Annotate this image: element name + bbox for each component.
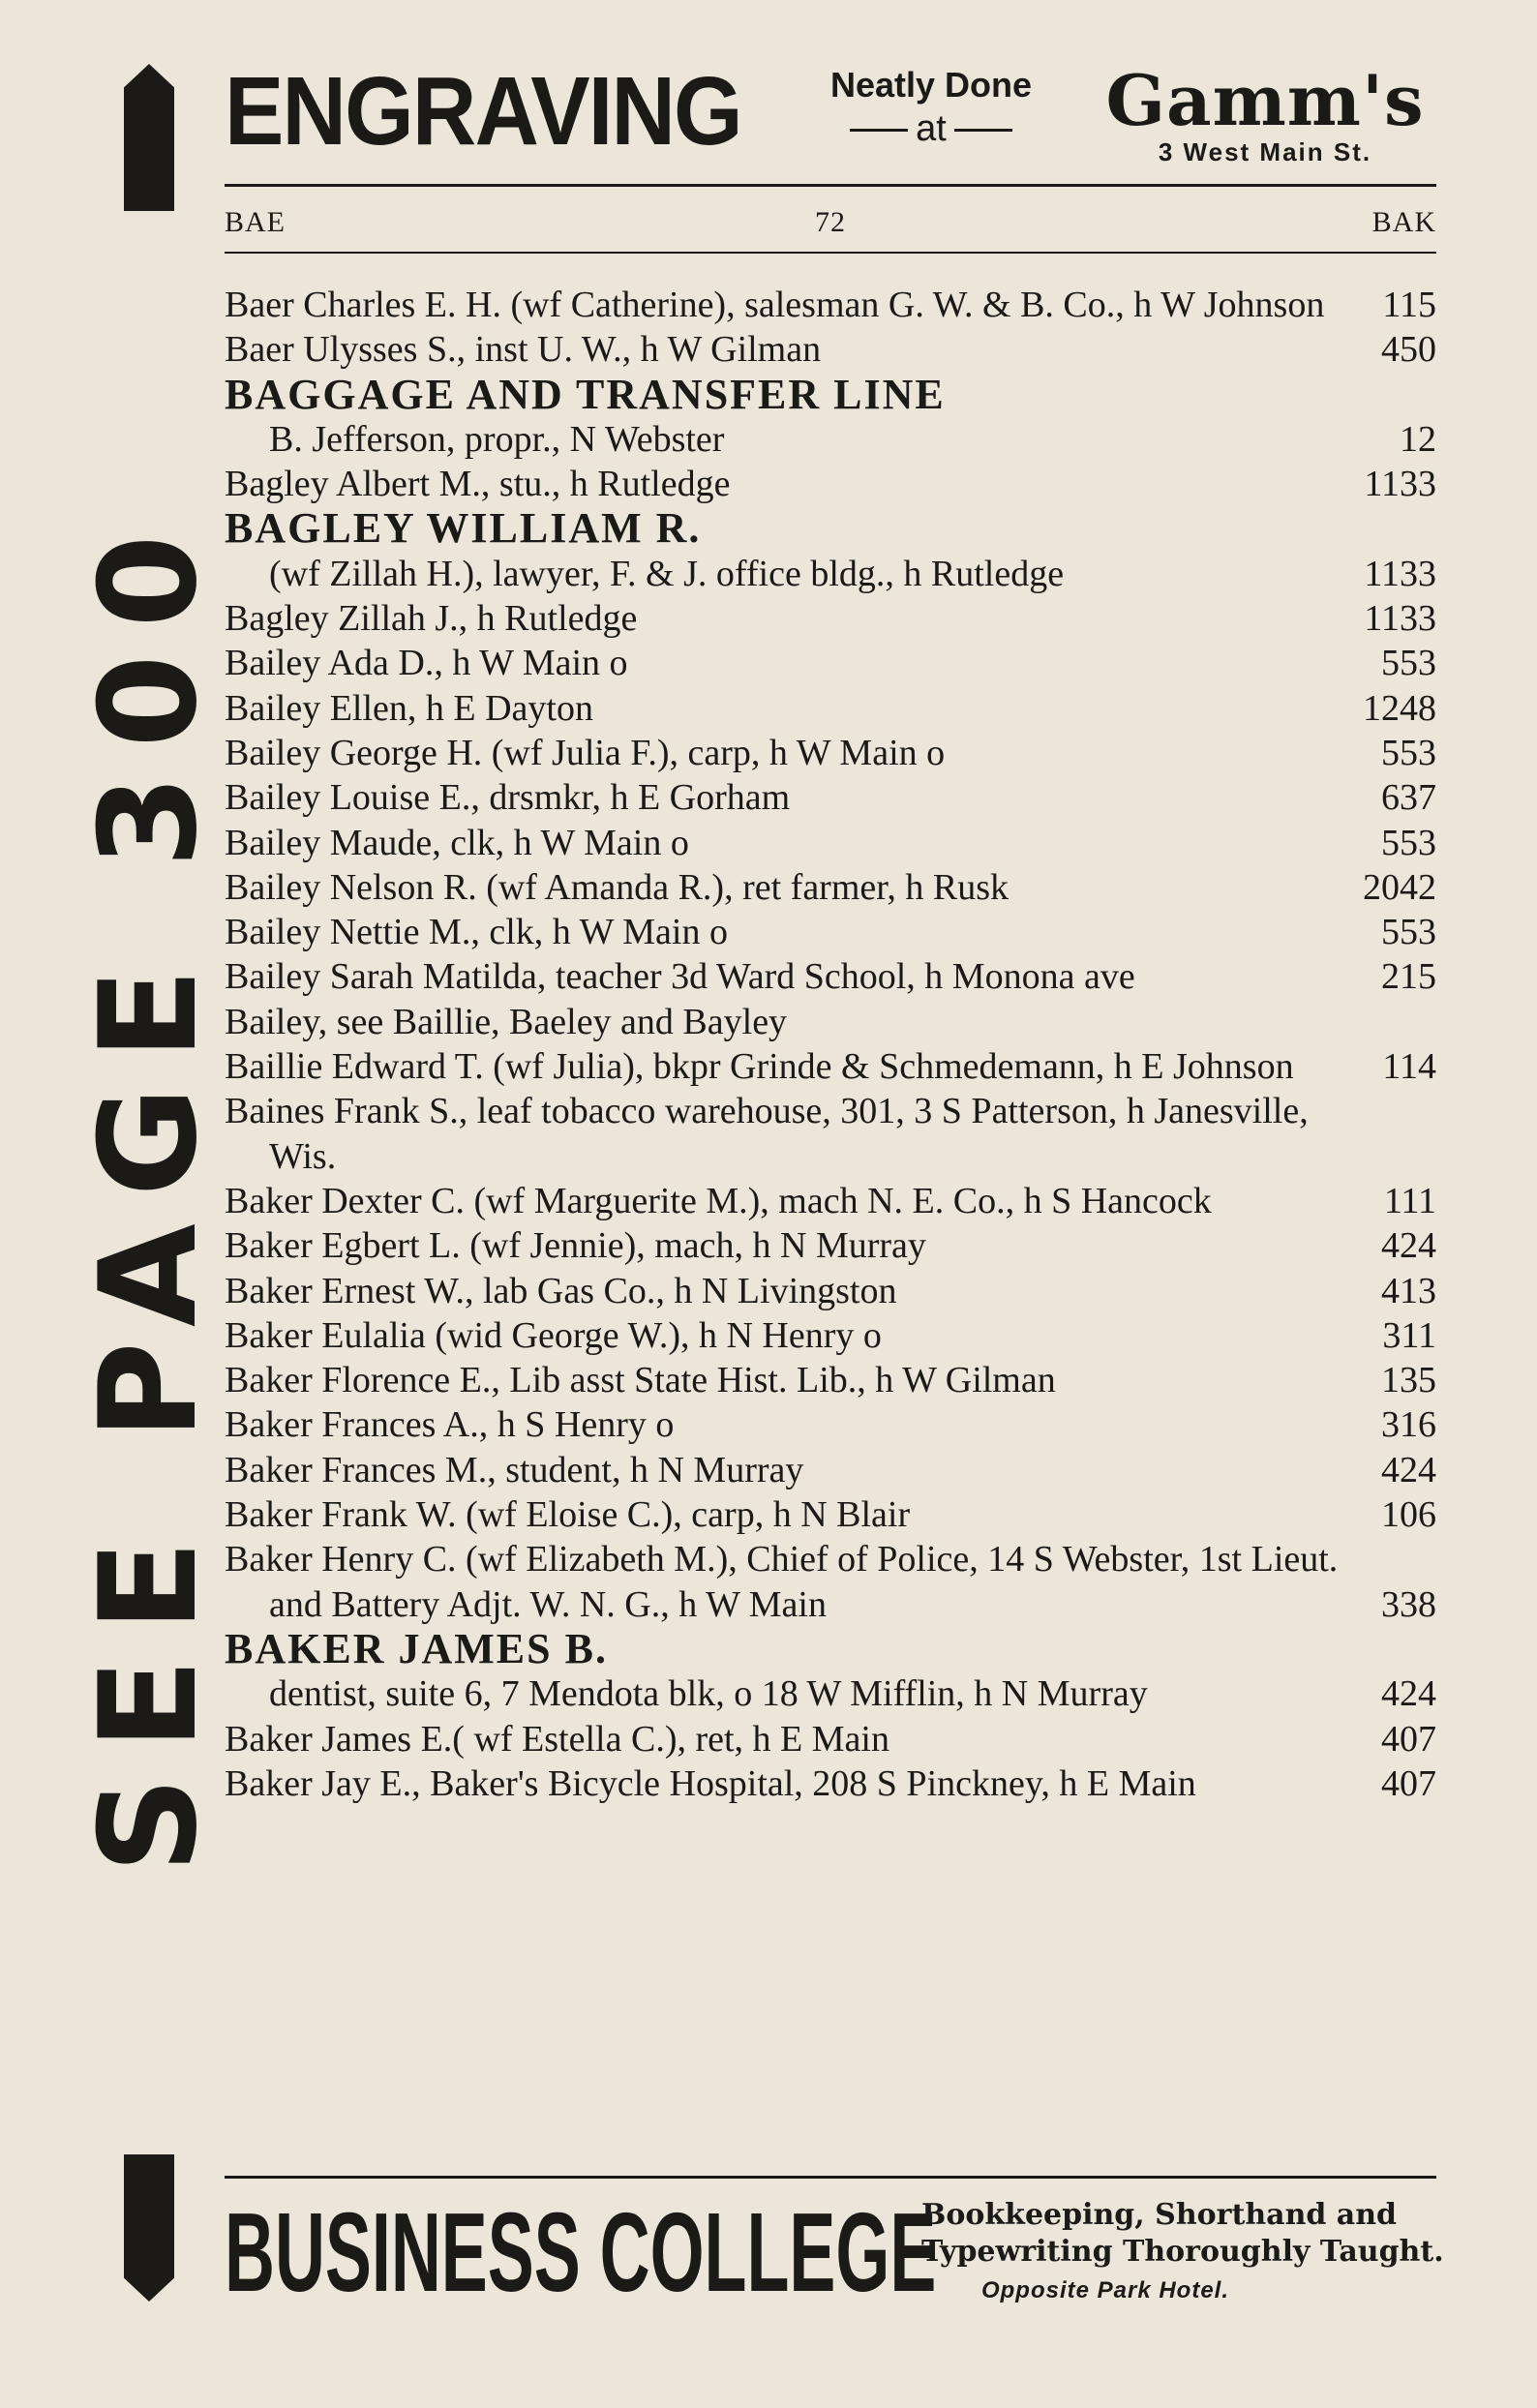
entry-number: 637 xyxy=(1381,777,1436,819)
entry-number: 407 xyxy=(1381,1718,1436,1760)
entry-heading: BAGGAGE AND TRANSFER LINE xyxy=(225,370,946,418)
directory-entry xyxy=(225,954,1436,999)
entry-number: 135 xyxy=(1381,1360,1436,1401)
entry-number: 450 xyxy=(1381,329,1436,371)
entry-text: dentist, suite 6, 7 Mendota blk, o 18 W Mifflin, h N Murray xyxy=(269,1673,1148,1715)
directory-entry xyxy=(225,1717,1436,1761)
entry-number: 553 xyxy=(1381,732,1436,773)
entry-number: 106 xyxy=(1381,1494,1436,1536)
entry-text: Baker Ernest W., lab Gas Co., h N Livingston xyxy=(225,1270,897,1311)
entry-number: 2042 xyxy=(1363,866,1436,908)
directory-entry xyxy=(225,1358,1436,1402)
entry-number: 1133 xyxy=(1364,464,1436,505)
neatly-done-text: Neatly Done xyxy=(829,65,1033,105)
business-college-advertisement xyxy=(225,2189,1444,2315)
entry-number: 114 xyxy=(1382,1046,1436,1088)
gamms-business-name: Gamm's xyxy=(1105,59,1425,141)
entry-number: 1133 xyxy=(1364,553,1436,594)
entry-text: Bailey George H. (wf Julia F.), carp, h W Main o xyxy=(225,732,946,773)
entry-text: Baker Florence E., Lib asst State Hist. Lib., h W Gilman xyxy=(225,1360,1056,1401)
entry-text: Baker James E.( wf Estella C.), ret, h E Main xyxy=(225,1718,889,1760)
entry-text: Baillie Edward T. (wf Julia), bkpr Grinde & Schmedemann, h E Johnson xyxy=(225,1046,1294,1088)
entry-text: Baker Frances M., student, h N Murray xyxy=(225,1449,804,1490)
directory-entry xyxy=(225,462,1436,506)
entry-text: Bailey Louise E., drsmkr, h E Gorham xyxy=(225,777,791,819)
arrow-down-icon xyxy=(124,2154,174,2302)
entry-text: Baker Egbert L. (wf Jennie), mach, h N Murray xyxy=(225,1225,926,1267)
engraving-headline: ENGRAVING xyxy=(225,57,741,166)
entry-text: Baker Dexter C. (wf Marguerite M.), mach N. E. Co., h S Hancock xyxy=(225,1180,1212,1221)
entry-number: 1133 xyxy=(1364,598,1436,640)
directory-entry xyxy=(225,910,1436,954)
directory-entry xyxy=(225,1223,1436,1268)
directory-entry xyxy=(225,1492,1436,1537)
header-rule-top xyxy=(225,184,1436,187)
running-head-right: BAK xyxy=(1371,206,1436,238)
entry-text: Baker Frank W. (wf Eloise C.), carp, h N Blair xyxy=(225,1494,911,1536)
entry-text: Baker Henry C. (wf Elizabeth M.), Chief of Police, 14 S Webster, 1st Lieut. and Battery Adjt. W. N. G., h W Main xyxy=(225,1539,1339,1625)
running-head xyxy=(225,203,1436,242)
business-college-tagline xyxy=(921,2197,1463,2271)
entry-text: Baker Eulalia (wid George W.), h N Henry o xyxy=(225,1314,882,1356)
entry-number: 12 xyxy=(1400,418,1436,460)
directory-entry xyxy=(225,641,1436,685)
see-page-300-side-banner xyxy=(71,64,226,2319)
entry-text: Bailey Maude, clk, h W Main o xyxy=(225,822,689,863)
business-college-headline: BUSINESS COLLEGE xyxy=(225,2189,937,2315)
directory-entry xyxy=(225,686,1436,731)
at-text xyxy=(817,108,1045,149)
entry-text: Baker Frances A., h S Henry o xyxy=(225,1404,675,1446)
page-number: 72 xyxy=(815,206,846,238)
entry-text: Bagley Albert M., stu., h Rutledge xyxy=(225,464,731,505)
entry-number: 115 xyxy=(1382,285,1436,325)
directory-entry xyxy=(225,1044,1436,1089)
at-word: at xyxy=(916,108,947,149)
engraving-advertisement xyxy=(225,58,1444,174)
entry-text: Bailey, see Baillie, Baeley and Bayley xyxy=(225,1001,788,1042)
header-rule-bottom xyxy=(225,252,1436,254)
directory-entry xyxy=(225,821,1436,865)
entry-number: 424 xyxy=(1381,1449,1436,1490)
entry-text: (wf Zillah H.), lawyer, F. & J. office bldg., h Rutledge xyxy=(269,553,1065,594)
directory-entry xyxy=(225,731,1436,775)
directory-entry xyxy=(225,1761,1436,1806)
directory-entry xyxy=(225,1269,1436,1313)
entry-heading: BAKER JAMES B. xyxy=(225,1624,608,1672)
entry-text: Bagley Zillah J., h Rutledge xyxy=(225,598,638,640)
footer-rule xyxy=(225,2176,1436,2179)
directory-entry xyxy=(225,327,1436,372)
directory-entry xyxy=(225,283,1436,327)
entry-text: Baker Jay E., Baker's Bicycle Hospital, 208 S Pinckney, h E Main xyxy=(225,1762,1196,1804)
directory-entry xyxy=(225,1537,1436,1627)
directory-entry xyxy=(225,596,1436,641)
directory-entry xyxy=(225,1000,1436,1044)
entry-number: 424 xyxy=(1381,1673,1436,1715)
directory-entry xyxy=(225,1313,1436,1358)
entry-number: 316 xyxy=(1381,1404,1436,1446)
entry-number: 553 xyxy=(1381,643,1436,684)
directory-entry xyxy=(225,1089,1436,1179)
entry-text: B. Jefferson, propr., N Webster xyxy=(269,418,725,460)
directory-entry xyxy=(225,1402,1436,1447)
entry-text: Bailey Sarah Matilda, teacher 3d Ward School, h Monona ave xyxy=(225,956,1135,998)
running-head-left: BAE xyxy=(225,206,286,238)
entry-number: 1248 xyxy=(1363,687,1436,729)
entry-number: 338 xyxy=(1381,1583,1436,1625)
entry-number: 424 xyxy=(1381,1225,1436,1267)
entry-text: Bailey Nelson R. (wf Amanda R.), ret farmer, h Rusk xyxy=(225,866,1010,908)
entry-text: Baines Frank S., leaf tobacco warehouse, 301, 3 S Patterson, h Janesville, Wis. xyxy=(225,1091,1309,1177)
tagline-line-1: Bookkeeping, Shorthand and xyxy=(921,2198,1398,2232)
see-page-300-text: SEE PAGE 300 xyxy=(71,507,226,1874)
entry-text: Bailey Nettie M., clk, h W Main o xyxy=(225,912,728,953)
entry-number: 553 xyxy=(1381,822,1436,863)
entry-number: 407 xyxy=(1381,1762,1436,1804)
directory-entry xyxy=(225,775,1436,820)
entry-number: 215 xyxy=(1381,956,1436,998)
business-college-location: Opposite Park Hotel. xyxy=(980,2277,1230,2303)
entry-text: Bailey Ada D., h W Main o xyxy=(225,643,628,684)
tagline-line-2: Typewriting Thoroughly Taught. xyxy=(921,2235,1444,2269)
entry-text: Baer Ulysses S., inst U. W., h W Gilman xyxy=(225,329,822,371)
directory-entry xyxy=(225,506,1436,596)
directory-listing xyxy=(225,283,1436,1806)
entry-text: Bailey Ellen, h E Dayton xyxy=(225,687,593,729)
entry-number: 413 xyxy=(1381,1270,1436,1311)
directory-entry xyxy=(225,1448,1436,1492)
gamms-address: 3 West Main St. xyxy=(1158,137,1372,166)
entry-heading: BAGLEY WILLIAM R. xyxy=(225,504,702,553)
arrow-up-icon xyxy=(124,64,174,211)
directory-entry xyxy=(225,865,1436,910)
entry-text: Baer Charles E. H. (wf Catherine), salesman G. W. & B. Co., h W Johnson xyxy=(225,285,1325,325)
directory-entry xyxy=(225,1624,1436,1717)
entry-number: 553 xyxy=(1381,912,1436,953)
entry-number: 111 xyxy=(1383,1180,1436,1221)
directory-entry xyxy=(225,1179,1436,1223)
directory-entry xyxy=(225,370,1436,463)
entry-number: 311 xyxy=(1382,1314,1436,1356)
